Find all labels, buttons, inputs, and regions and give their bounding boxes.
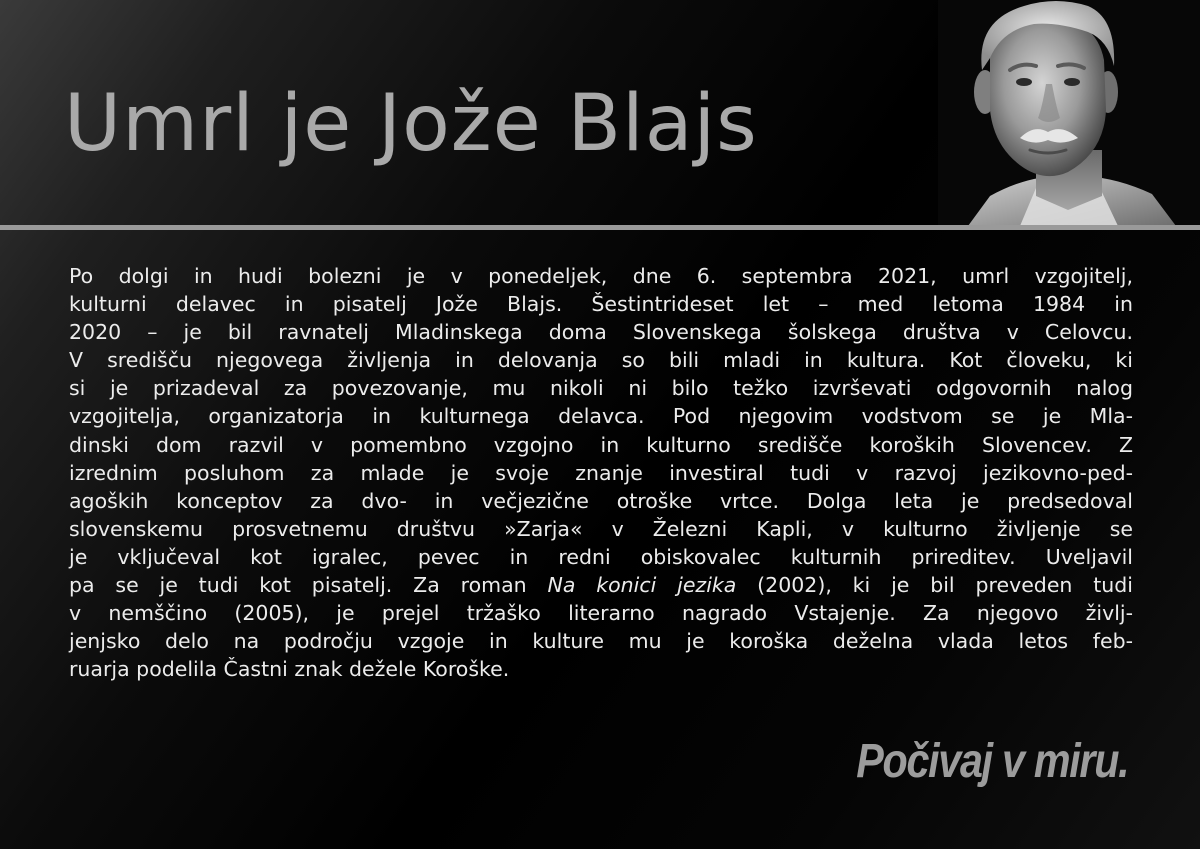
article-line: v nemščino (2005), je prejel tržaško literarno nagrado Vstajenje. Za njegovo življ- (69, 601, 1133, 626)
divider-rule (0, 225, 1200, 230)
article-line: si je prizadeval za povezovanje, mu nikoli ni bilo težko izvrševati odgovornih nalog (69, 376, 1133, 401)
article-line: V središču njegovega življenja in delovanja so bili mladi in kultura. Kot človeku, ki (69, 348, 1133, 373)
article-line: slovenskemu prosvetnemu društvu »Zarja« v Železni Kapli, v kulturno življenje se (69, 516, 1133, 541)
portrait-photo-icon (938, 0, 1200, 226)
article-line: vzgojitelja, organizatorja in kulturnega delavca. Pod njegovim vodstvom se je Mla- (69, 404, 1133, 429)
headline: Umrl je Jože Blajs (64, 79, 758, 169)
article-line: Po dolgi in hudi bolezni je v ponedeljek, dne 6. septembra 2021, umrl vzgojitelj, (69, 264, 1133, 288)
article-line: dinski dom razvil v pomembno vzgojno in kulturno središče koroških Slovencev. Z (69, 432, 1133, 457)
article-line: ruarja podelila Častni znak dežele Koroške. (69, 657, 510, 682)
article-line: kulturni delavec in pisatelj Jože Blajs. Šestintrideset let – med letoma 1984 in (69, 292, 1133, 317)
article-line: jenjsko delo na področju vzgoje in kulture mu je koroška deželna vlada letos feb- (69, 629, 1133, 654)
article-line: 2020 – je bil ravnatelj Mladinskega doma Slovenskega šolskega društva v Celovcu. (69, 320, 1133, 345)
article-line (69, 571, 1133, 599)
article-line: izrednim posluhom za mlade je svoje znanje investiral tudi v razvoj jezikovno-ped- (69, 460, 1133, 485)
article-text: (2002), ki je bil preveden tudi (736, 573, 1134, 598)
article-line: je vključeval kot igralec, pevec in redni obiskovalec kulturnih prireditev. Uveljavil (69, 544, 1133, 569)
article-text: pa se je tudi kot pisatelj. Za roman (69, 573, 548, 598)
article-body (69, 262, 1133, 683)
closing-phrase: Počivaj v miru. (855, 735, 1128, 788)
portrait (938, 0, 1200, 226)
article-line: agoških konceptov za dvo- in večjezične otroške vrtce. Dolga leta je predsedoval (69, 488, 1133, 513)
book-title: Na konici jezika (547, 573, 737, 598)
